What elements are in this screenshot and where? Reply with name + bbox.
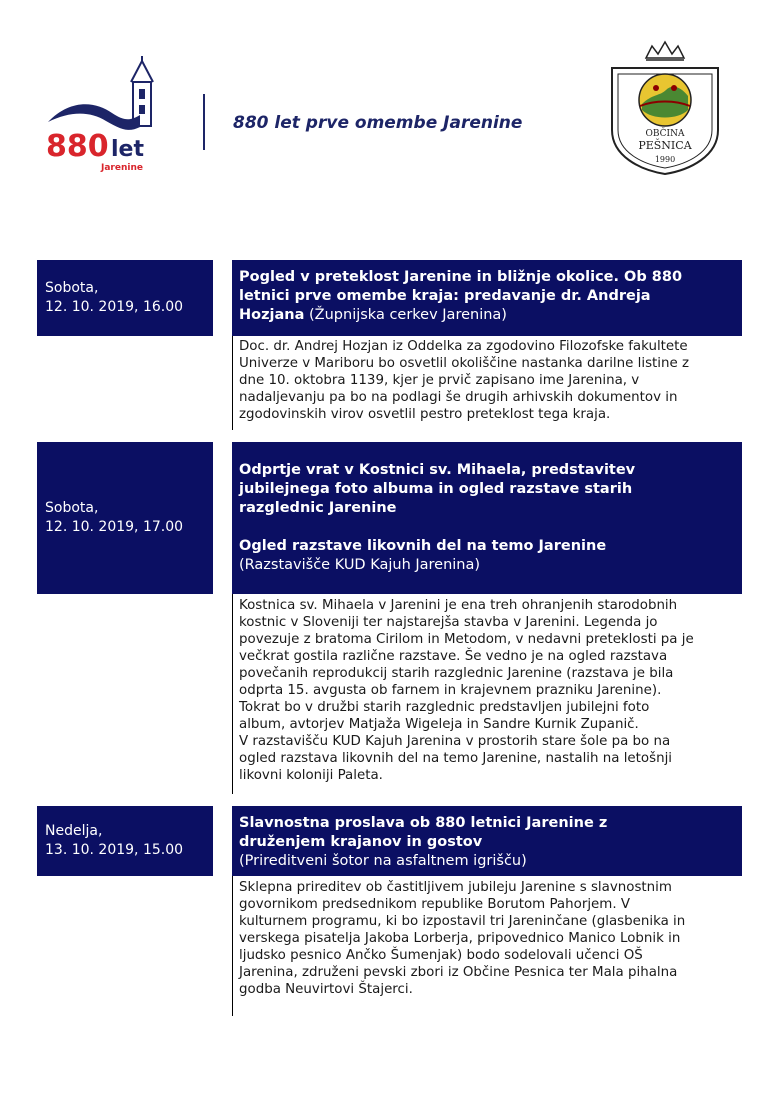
- event-title-line: druženjem krajanov in gostov: [239, 834, 483, 850]
- event-description: [239, 879, 739, 998]
- event-card: [37, 806, 742, 1016]
- event-rule: [232, 876, 233, 1016]
- description-line: likovni koloniji Paleta.: [239, 768, 383, 783]
- event-subtitle: Ogled razstave likovnih del na temo Jarenine: [239, 538, 607, 554]
- description-line: kostnic v Sloveniji ter najstarejša stavba v Jarenini. Legenda jo: [239, 615, 658, 630]
- event-datetime: 12. 10. 2019, 16.00: [45, 299, 184, 315]
- event-title: [232, 806, 742, 876]
- event-day: Sobota,: [45, 500, 99, 516]
- event-title-line: Pogled v preteklost Jarenine in bližnje okolice. Ob 880: [239, 269, 683, 285]
- seal-top-text: OBČINA: [645, 129, 685, 139]
- description-line: ogled razstava likovnih del na temo Jarenine, nastalih na letošnji: [239, 751, 673, 766]
- description-line: povezuje z bratoma Cirilom in Metodom, v nedavni preteklosti pa je: [239, 632, 694, 647]
- event-datetime: 13. 10. 2019, 15.00: [45, 842, 184, 858]
- event-date: [37, 806, 213, 876]
- page-title: 880 let prve omembe Jarenine: [233, 113, 523, 133]
- description-line: V razstavišču KUD Kajuh Jarenina v prostorih stare šole pa bo na: [239, 734, 671, 749]
- event-day: Sobota,: [45, 280, 99, 296]
- event-card: [37, 260, 742, 430]
- event-description: [239, 597, 739, 784]
- seal-year-text: 1990: [654, 155, 676, 164]
- description-line: Univerze v Mariboru bo osvetlil okoliščine nastanka darilne listine z: [239, 356, 690, 371]
- description-line: verskega pisatelja Jakoba Lorberja, pripovednico Manico Lobnik in: [239, 931, 681, 946]
- event-date: [37, 260, 213, 336]
- description-line: godba Neuvirtovi Štajerci.: [239, 982, 413, 997]
- event-datetime: 12. 10. 2019, 17.00: [45, 519, 184, 535]
- event-title-line: letnici prve omembe kraja: predavanje dr. Andreja: [239, 288, 651, 304]
- description-line: Doc. dr. Andrej Hozjan iz Oddelka za zgodovino Filozofske fakultete: [239, 339, 688, 354]
- seal-name-text: PEŠNICA: [638, 139, 692, 152]
- description-line: Sklepna prireditev ob častitljivem jubileju Jarenine s slavnostnim: [239, 880, 672, 895]
- event-rule: [232, 594, 233, 794]
- event-location: (Razstavišče KUD Kajuh Jarenina): [239, 557, 481, 573]
- event-title-line: Odprtje vrat v Kostnici sv. Mihaela, predstavitev: [239, 462, 636, 478]
- obcina-pesnica-seal: [600, 38, 730, 178]
- event-title-line: Hozjana: [239, 307, 305, 323]
- description-line: večkrat gostila različne razstave. Še vedno je na ogled razstava: [239, 649, 668, 664]
- description-line: album, avtorjev Matjaža Wigeleja in Sandre Kurnik Zupanič.: [239, 717, 639, 732]
- event-card: [37, 442, 742, 794]
- event-date: [37, 442, 213, 594]
- description-line: govornikom predsednikom republike Borutom Pahorjem. V: [239, 897, 631, 912]
- event-location: (Prireditveni šotor na asfaltnem igrišču): [239, 853, 527, 869]
- logo-number: 880: [46, 129, 109, 164]
- description-line: Kostnica sv. Mihaela v Jarenini je ena treh ohranjenih starodobnih: [239, 598, 678, 613]
- description-line: Jarenina, združeni pevski zbori iz Občine Pesnica ter Mala pihalna: [239, 965, 678, 980]
- description-line: dne 10. oktobra 1139, kjer je prvič zapisano ime Jarenina, v: [239, 373, 640, 388]
- description-line: ljudsko pesnico Ančko Šumenjak) bodo sodelovali učenci OŠ: [239, 948, 643, 963]
- event-title: [232, 260, 742, 336]
- description-line: odprta 15. avgusta ob farnem in krajevnem prazniku Jarenine).: [239, 683, 662, 698]
- description-line: povečanih reprodukcij starih razglednic Jarenine (razstava je bila: [239, 666, 674, 681]
- event-title-line: Slavnostna proslava ob 880 letnici Jarenine z: [239, 815, 608, 831]
- description-line: kulturnem programu, ki bo izpostavil tri Jareninčane (glasbenika in: [239, 914, 686, 929]
- event-rule: [232, 336, 233, 430]
- event-title-line: jubilejnega foto albuma in ogled razstave starih: [239, 481, 633, 497]
- description-line: Tokrat bo v družbi starih razglednic predstavljen jubilejni foto: [239, 700, 650, 715]
- logo-word: let: [111, 137, 144, 162]
- description-line: nadaljevanju pa bo na podlagi še drugih arhivskih dokumentov in: [239, 390, 678, 405]
- event-title: [232, 442, 742, 594]
- event-day: Nedelja,: [45, 823, 103, 839]
- event-title-line: razglednic Jarenine: [239, 500, 397, 516]
- page-header: [0, 0, 778, 200]
- event-description: [239, 338, 739, 423]
- logo-place: Jarenine: [101, 163, 143, 173]
- description-line: zgodovinskih virov osvetlil pestro preteklost tega kraja.: [239, 407, 611, 422]
- event-location: (Župnijska cerkev Jarenina): [304, 307, 507, 323]
- header-divider: [203, 94, 205, 150]
- logo-880-let: [40, 55, 170, 175]
